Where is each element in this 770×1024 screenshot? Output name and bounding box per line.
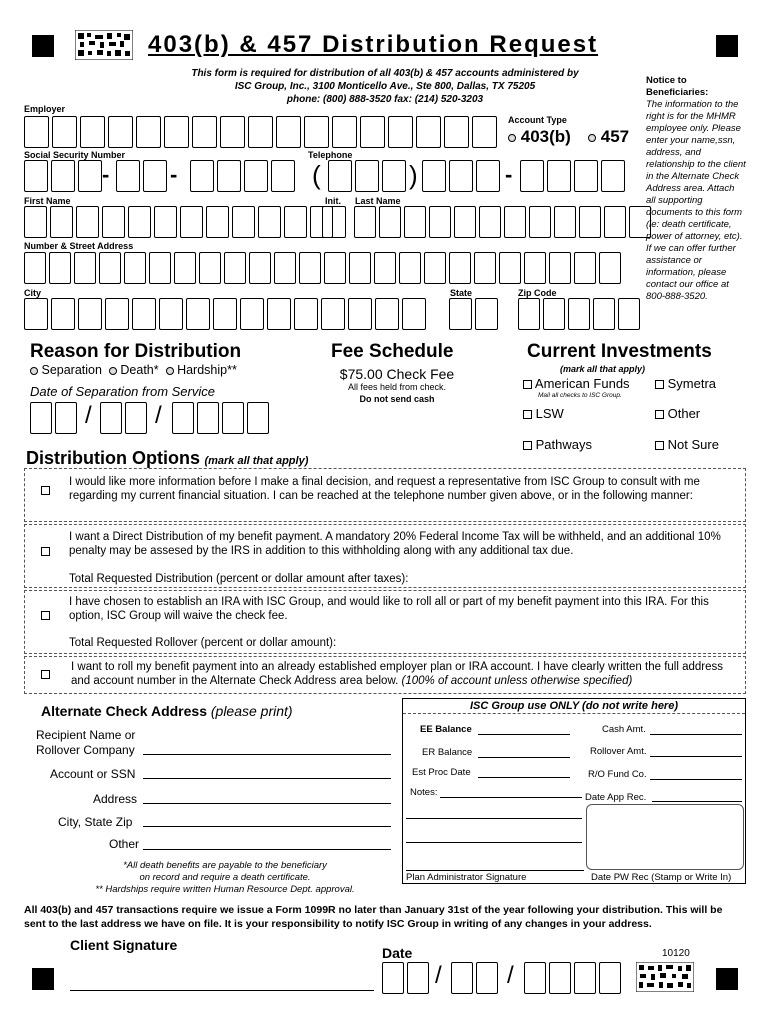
address-label: Address <box>93 792 138 806</box>
est-proc-date-label: Est Proc Date <box>412 767 471 778</box>
notes-field-3 <box>406 842 582 843</box>
option-rollover-italic: (100% of account unless otherwise specified) <box>401 675 633 687</box>
investments-heading: Current Investments <box>527 341 712 362</box>
telephone-prefix-input[interactable] <box>422 160 503 194</box>
not-sure-label: Not Sure <box>667 437 719 452</box>
alternate-address-heading <box>41 703 293 719</box>
state-input[interactable] <box>449 298 501 332</box>
telephone-area-code-input[interactable] <box>328 160 409 194</box>
reason-hardship-label: Hardship** <box>177 363 237 377</box>
checkbox-icon <box>655 441 664 450</box>
notes-field-1 <box>440 797 582 798</box>
distribution-heading-text: Distribution Options <box>26 448 200 468</box>
est-proc-date-field <box>478 777 570 778</box>
account-type-403b-radio[interactable] <box>508 127 571 147</box>
date-pw-stamp-box <box>586 804 744 870</box>
client-date-slash-2: / <box>507 962 514 989</box>
registration-mark-top-right <box>716 35 738 57</box>
alternate-heading-text: Alternate Check Address <box>41 703 207 719</box>
initial-label: Init. <box>325 196 341 206</box>
reason-death-radio[interactable] <box>109 363 159 377</box>
recipient-label-2: Rollover Company <box>36 743 135 757</box>
first-name-input[interactable] <box>24 206 336 240</box>
fee-note-2: Do not send cash <box>359 394 435 404</box>
rollover-amt-field <box>650 756 742 757</box>
registration-mark-top-left <box>32 35 54 57</box>
client-date-day[interactable] <box>451 962 501 996</box>
distribution-heading <box>26 448 308 469</box>
date-pw-rec-label: Date PW Rec (Stamp or Write In) <box>591 872 732 883</box>
notice-to-beneficiaries <box>646 75 746 303</box>
cash-amt-field <box>650 734 742 735</box>
form-subtitle <box>150 67 620 106</box>
telephone-dash: - <box>505 162 513 187</box>
ro-fund-field <box>650 779 742 780</box>
telephone-line-input[interactable] <box>520 160 628 194</box>
subtitle-line-2: ISC Group, Inc., 3100 Monticello Ave., Ste 800, Dallas, TX 75205 <box>234 81 536 92</box>
separation-date-year[interactable] <box>172 402 272 436</box>
checkbox-icon <box>523 410 532 419</box>
employer-input[interactable] <box>24 116 500 150</box>
not-sure-checkbox[interactable] <box>655 437 719 452</box>
lsw-label: LSW <box>535 406 564 421</box>
zip-code-label: Zip Code <box>518 288 557 298</box>
option-rollover-checkbox[interactable] <box>41 670 50 679</box>
checkbox-icon <box>523 380 532 389</box>
reason-heading: Reason for Distribution <box>30 341 242 362</box>
notice-body: The information to the right is for the MHMR employee only. Please enter your name,ssn, address, and relationship to the client in the Alternate Check Address area. Attach all supporting documents to this form (ie: death certificate, power of attorney, etc). If we can offer further assistance or information, please contact our office at 800-888-3520. <box>646 99 746 302</box>
client-date-year[interactable] <box>524 962 624 996</box>
cash-amt-label: Cash Amt. <box>602 724 646 735</box>
radio-icon <box>109 367 117 375</box>
account-label: Account or SSN <box>50 767 136 781</box>
ssn-label: Social Security Number <box>24 150 126 160</box>
investments-subheading: (mark all that apply) <box>560 364 646 374</box>
initial-input[interactable] <box>322 206 349 240</box>
separation-date-month[interactable] <box>30 402 80 436</box>
checkbox-icon <box>655 410 664 419</box>
other-investment-label: Other <box>667 406 701 421</box>
american-funds-label: American Funds <box>534 376 630 391</box>
er-balance-field <box>478 757 570 758</box>
radio-icon <box>508 134 516 142</box>
fee-heading: Fee Schedule <box>331 341 454 362</box>
street-address-input[interactable] <box>24 252 624 286</box>
account-type-457-label: 457 <box>600 127 630 146</box>
note-line-2: on record and require a death certificate. <box>139 872 311 883</box>
ee-balance-label: EE Balance <box>420 724 472 735</box>
ssn-input-part1[interactable] <box>24 160 105 194</box>
city-input[interactable] <box>24 298 429 332</box>
option-direct-total-label: Total Requested Distribution (percent or dollar amount after taxes): <box>69 573 409 585</box>
last-name-input[interactable] <box>354 206 654 240</box>
state-label: State <box>450 288 473 298</box>
option-ira-checkbox[interactable] <box>41 611 50 620</box>
telephone-open-paren: ( <box>312 160 321 190</box>
notice-heading: Notice to Beneficiaries: <box>646 75 709 98</box>
telephone-close-paren: ) <box>409 160 418 190</box>
american-funds-checkbox[interactable] <box>523 376 630 391</box>
employer-label: Employer <box>24 104 66 114</box>
client-date-month[interactable] <box>382 962 432 996</box>
plan-admin-signature-label: Plan Administrator Signature <box>406 872 527 883</box>
note-line-3: ** Hardships require written Human Resource Dept. approval. <box>95 884 355 895</box>
subtitle-line-1: This form is required for distribution of all 403(b) & 457 accounts administered by <box>191 68 579 79</box>
symetra-label: Symetra <box>667 376 717 391</box>
registration-mark-bottom-left <box>32 968 54 990</box>
separation-date-day[interactable] <box>100 402 150 436</box>
telephone-label: Telephone <box>308 150 353 160</box>
fee-amount: $75.00 Check Fee <box>339 366 455 382</box>
last-name-label: Last Name <box>355 196 401 206</box>
mail-checks-note: Mail all checks to ISC Group. <box>538 392 622 399</box>
zip-code-input[interactable] <box>518 298 643 332</box>
distribution-option-ira <box>24 590 746 654</box>
pathways-checkbox[interactable] <box>523 437 592 452</box>
option-consult-checkbox[interactable] <box>41 486 50 495</box>
client-signature-input[interactable] <box>70 990 374 991</box>
street-address-label: Number & Street Address <box>24 241 134 251</box>
client-signature-label: Client Signature <box>70 937 178 953</box>
option-consult-text: I would like more information before I make a final decision, and request a representative from ISC Group to consult with me regarding my current financial situation. I can be reached at the telephone number given above, or in the following manner: <box>69 476 700 502</box>
radio-icon <box>166 367 174 375</box>
distribution-option-direct <box>24 524 746 588</box>
isc-heading: ISC Group use ONLY (do not write here) <box>403 699 745 714</box>
date-slash-1: / <box>85 402 92 429</box>
radio-icon <box>588 134 596 142</box>
form-barcode-logo <box>75 30 133 60</box>
date-app-rec-label: Date App Rec. <box>585 792 647 803</box>
pathways-label: Pathways <box>535 437 592 452</box>
separation-date-label: Date of Separation from Service <box>30 384 215 399</box>
form-title: 403(b) & 457 Distribution Request <box>148 31 599 58</box>
option-direct-text: I want a Direct Distribution of my benefit payment. A mandatory 20% Federal Income Tax will be withheld, and an additional 10% penalty may be assesed by the IRS in addition to this withholding along with any additional tax due. <box>69 531 721 557</box>
other-investment-checkbox[interactable] <box>655 406 700 421</box>
subtitle-line-3: phone: (800) 888-3520 fax: (214) 520-3203 <box>286 94 484 105</box>
other-input[interactable] <box>143 849 391 850</box>
death-benefit-note <box>40 860 410 896</box>
footer-disclaimer: All 403(b) and 457 transactions require we issue a Form 1099R no later than January 31st of the year following your distribution. This will be sent to the last address we have on file. It is your responsibility to notify ISC Group in writing of any changes in your address. <box>24 904 723 930</box>
ssn-dash-2: - <box>170 162 178 187</box>
ssn-input-part2[interactable] <box>116 160 170 194</box>
other-label: Other <box>109 837 140 851</box>
date-app-rec-field <box>652 801 742 802</box>
ssn-dash-1: - <box>102 162 110 187</box>
reason-hardship-radio[interactable] <box>166 363 237 377</box>
radio-icon <box>30 367 38 375</box>
city-label: City <box>24 288 42 298</box>
registration-mark-bottom-right <box>716 968 738 990</box>
note-line-1: *All death benefits are payable to the beneficiary <box>123 860 327 871</box>
ssn-input-part3[interactable] <box>190 160 298 194</box>
client-date-slash-1: / <box>435 962 442 989</box>
address-input[interactable] <box>143 803 391 804</box>
notes-label: Notes: <box>410 787 438 798</box>
ro-fund-label: R/O Fund Co. <box>588 769 647 780</box>
form-number: 10120 <box>662 948 690 959</box>
plan-admin-signature-field <box>406 870 584 871</box>
option-rollover-main: I want to roll my benefit payment into an already established employer plan or IRA account. I have clearly written the full address and account number in the Alternate Check Address area below. <box>71 661 724 687</box>
lsw-checkbox[interactable] <box>523 406 564 421</box>
city-state-zip-label: City, State Zip <box>58 815 133 829</box>
reason-options <box>30 363 237 377</box>
account-type-457-radio[interactable] <box>588 127 629 147</box>
reason-separation-label: Separation <box>41 363 102 377</box>
ee-balance-field <box>478 734 570 735</box>
date-slash-2: / <box>155 402 162 429</box>
reason-separation-radio[interactable] <box>30 363 102 377</box>
distribution-subheading: (mark all that apply) <box>204 455 309 467</box>
option-direct-checkbox[interactable] <box>41 547 50 556</box>
notes-field-2 <box>406 818 582 819</box>
distribution-option-rollover <box>24 656 746 694</box>
first-name-label: First Name <box>24 196 71 206</box>
date-label: Date <box>382 945 413 961</box>
account-type-403b-label: 403(b) <box>520 127 571 146</box>
footer-barcode-logo <box>636 962 694 992</box>
symetra-checkbox[interactable] <box>655 376 716 391</box>
account-type-label: Account Type <box>508 115 567 125</box>
option-rollover-text <box>71 660 743 688</box>
alternate-heading-italic: (please print) <box>210 703 293 719</box>
checkbox-icon <box>655 380 664 389</box>
reason-death-label: Death* <box>120 363 159 377</box>
rollover-amt-label: Rollover Amt. <box>590 746 647 757</box>
option-ira-text: I have chosen to establish an IRA with ISC Group, and would like to roll all or part of my benefit payment into this IRA. For this option, ISC Group will waive the check fee. <box>69 596 709 622</box>
distribution-option-consult <box>24 468 746 522</box>
er-balance-label: ER Balance <box>422 747 473 758</box>
recipient-input[interactable] <box>143 754 391 755</box>
checkbox-icon <box>523 441 532 450</box>
fee-note-1: All fees held from check. <box>347 382 447 392</box>
recipient-label-1: Recipient Name or <box>36 728 136 742</box>
account-input[interactable] <box>143 778 391 779</box>
city-state-zip-input[interactable] <box>143 826 391 827</box>
option-ira-total-label: Total Requested Rollover (percent or dollar amount): <box>69 637 337 649</box>
